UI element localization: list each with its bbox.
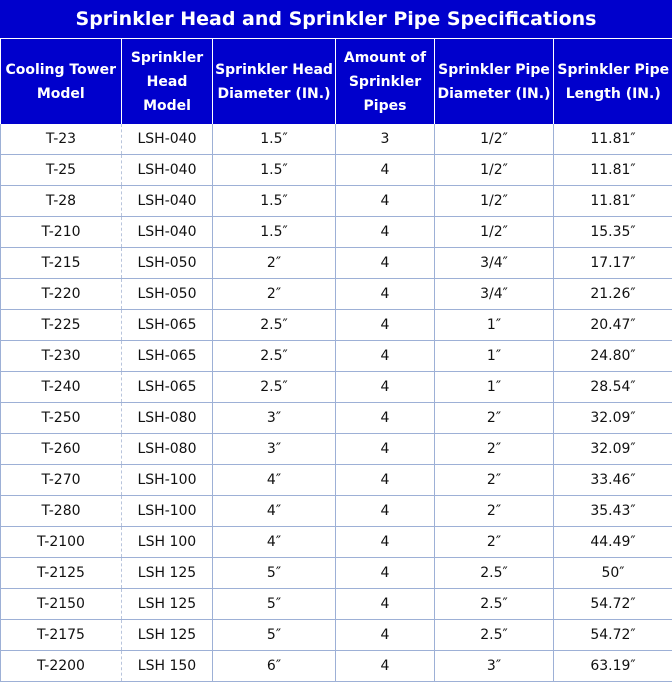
cell-sprinkler-head-model: LSH-065: [122, 372, 213, 403]
cell-pipe-diameter: 2″: [435, 403, 554, 434]
cell-amount-of-pipes: 4: [336, 217, 435, 248]
cell-cooling-tower-model: T-220: [1, 279, 122, 310]
cell-sprinkler-head-diameter: 1.5″: [213, 186, 336, 217]
cell-sprinkler-head-model: LSH 125: [122, 558, 213, 589]
cell-amount-of-pipes: 4: [336, 372, 435, 403]
table-row: [1, 155, 672, 186]
header-pipe-diameter: Sprinkler Pipe Diameter (IN.): [435, 39, 554, 124]
cell-pipe-diameter: 1/2″: [435, 155, 554, 186]
cell-pipe-diameter: 2″: [435, 465, 554, 496]
cell-amount-of-pipes: 4: [336, 310, 435, 341]
cell-cooling-tower-model: T-23: [1, 124, 122, 155]
cell-pipe-length: 32.09″: [554, 434, 672, 465]
cell-sprinkler-head-diameter: 4″: [213, 465, 336, 496]
cell-sprinkler-head-model: LSH-100: [122, 496, 213, 527]
cell-sprinkler-head-model: LSH-080: [122, 434, 213, 465]
cell-cooling-tower-model: T-225: [1, 310, 122, 341]
table-row: [1, 527, 672, 558]
table-row: [1, 248, 672, 279]
cell-pipe-length: 11.81″: [554, 186, 672, 217]
cell-sprinkler-head-model: LSH-040: [122, 217, 213, 248]
header-sprinkler-head-model: Sprinkler Head Model: [122, 39, 213, 124]
cell-sprinkler-head-model: LSH 125: [122, 589, 213, 620]
cell-pipe-length: 17.17″: [554, 248, 672, 279]
cell-pipe-diameter: 2.5″: [435, 589, 554, 620]
cell-pipe-diameter: 1″: [435, 372, 554, 403]
cell-amount-of-pipes: 4: [336, 651, 435, 682]
cell-cooling-tower-model: T-25: [1, 155, 122, 186]
cell-pipe-diameter: 1/2″: [435, 217, 554, 248]
cell-amount-of-pipes: 4: [336, 558, 435, 589]
cell-pipe-diameter: 2″: [435, 527, 554, 558]
cell-sprinkler-head-model: LSH 150: [122, 651, 213, 682]
cell-cooling-tower-model: T-2100: [1, 527, 122, 558]
cell-sprinkler-head-model: LSH-040: [122, 124, 213, 155]
cell-pipe-diameter: 2″: [435, 434, 554, 465]
cell-amount-of-pipes: 4: [336, 465, 435, 496]
cell-sprinkler-head-diameter: 2.5″: [213, 372, 336, 403]
cell-sprinkler-head-model: LSH 100: [122, 527, 213, 558]
table-row: [1, 496, 672, 527]
cell-pipe-length: 32.09″: [554, 403, 672, 434]
table-row: [1, 279, 672, 310]
cell-pipe-diameter: 2.5″: [435, 620, 554, 651]
cell-pipe-length: 20.47″: [554, 310, 672, 341]
cell-amount-of-pipes: 4: [336, 403, 435, 434]
cell-pipe-length: 24.80″: [554, 341, 672, 372]
cell-cooling-tower-model: T-230: [1, 341, 122, 372]
cell-sprinkler-head-diameter: 6″: [213, 651, 336, 682]
table-header: [1, 39, 672, 124]
spec-table: [0, 39, 672, 682]
cell-amount-of-pipes: 4: [336, 589, 435, 620]
cell-pipe-length: 63.19″: [554, 651, 672, 682]
cell-cooling-tower-model: T-215: [1, 248, 122, 279]
cell-pipe-diameter: 1″: [435, 310, 554, 341]
cell-sprinkler-head-model: LSH-065: [122, 341, 213, 372]
cell-cooling-tower-model: T-280: [1, 496, 122, 527]
cell-pipe-diameter: 2″: [435, 496, 554, 527]
cell-sprinkler-head-model: LSH-080: [122, 403, 213, 434]
table-row: [1, 186, 672, 217]
cell-sprinkler-head-diameter: 4″: [213, 527, 336, 558]
cell-pipe-diameter: 1″: [435, 341, 554, 372]
cell-amount-of-pipes: 3: [336, 124, 435, 155]
cell-sprinkler-head-diameter: 2.5″: [213, 341, 336, 372]
table-body: [1, 124, 672, 682]
cell-pipe-length: 15.35″: [554, 217, 672, 248]
cell-sprinkler-head-diameter: 1.5″: [213, 217, 336, 248]
cell-sprinkler-head-model: LSH-065: [122, 310, 213, 341]
table-row: [1, 558, 672, 589]
cell-pipe-length: 54.72″: [554, 620, 672, 651]
cell-cooling-tower-model: T-2150: [1, 589, 122, 620]
cell-pipe-length: 35.43″: [554, 496, 672, 527]
cell-pipe-diameter: 3″: [435, 651, 554, 682]
cell-pipe-diameter: 1/2″: [435, 124, 554, 155]
cell-cooling-tower-model: T-260: [1, 434, 122, 465]
cell-amount-of-pipes: 4: [336, 620, 435, 651]
cell-amount-of-pipes: 4: [336, 496, 435, 527]
header-cooling-tower-model: Cooling Tower Model: [1, 39, 122, 124]
cell-pipe-length: 21.26″: [554, 279, 672, 310]
table-row: [1, 372, 672, 403]
table-row: [1, 465, 672, 496]
table-row: [1, 589, 672, 620]
cell-cooling-tower-model: T-2125: [1, 558, 122, 589]
cell-sprinkler-head-diameter: 2″: [213, 248, 336, 279]
cell-sprinkler-head-diameter: 2.5″: [213, 310, 336, 341]
cell-pipe-diameter: 3/4″: [435, 248, 554, 279]
cell-pipe-diameter: 1/2″: [435, 186, 554, 217]
cell-amount-of-pipes: 4: [336, 186, 435, 217]
cell-sprinkler-head-diameter: 3″: [213, 403, 336, 434]
cell-cooling-tower-model: T-270: [1, 465, 122, 496]
cell-pipe-length: 11.81″: [554, 155, 672, 186]
table-row: [1, 651, 672, 682]
cell-sprinkler-head-diameter: 4″: [213, 496, 336, 527]
header-pipe-length: Sprinkler Pipe Length (IN.): [554, 39, 672, 124]
cell-pipe-length: 28.54″: [554, 372, 672, 403]
table-row: [1, 124, 672, 155]
table-row: [1, 403, 672, 434]
cell-pipe-length: 44.49″: [554, 527, 672, 558]
cell-sprinkler-head-diameter: 1.5″: [213, 155, 336, 186]
cell-cooling-tower-model: T-28: [1, 186, 122, 217]
cell-sprinkler-head-diameter: 1.5″: [213, 124, 336, 155]
cell-cooling-tower-model: T-240: [1, 372, 122, 403]
cell-amount-of-pipes: 4: [336, 527, 435, 558]
cell-pipe-length: 50″: [554, 558, 672, 589]
cell-sprinkler-head-diameter: 3″: [213, 434, 336, 465]
cell-pipe-length: 11.81″: [554, 124, 672, 155]
cell-pipe-diameter: 2.5″: [435, 558, 554, 589]
cell-pipe-diameter: 3/4″: [435, 279, 554, 310]
header-amount-of-pipes: Amount of Sprinkler Pipes: [336, 39, 435, 124]
cell-amount-of-pipes: 4: [336, 341, 435, 372]
table-title: Sprinkler Head and Sprinkler Pipe Specifications: [0, 0, 672, 39]
table-row: [1, 217, 672, 248]
table-row: [1, 434, 672, 465]
cell-pipe-length: 54.72″: [554, 589, 672, 620]
table-row: [1, 620, 672, 651]
cell-sprinkler-head-diameter: 2″: [213, 279, 336, 310]
cell-amount-of-pipes: 4: [336, 434, 435, 465]
cell-pipe-length: 33.46″: [554, 465, 672, 496]
cell-cooling-tower-model: T-250: [1, 403, 122, 434]
cell-sprinkler-head-model: LSH-040: [122, 155, 213, 186]
cell-cooling-tower-model: T-2175: [1, 620, 122, 651]
cell-amount-of-pipes: 4: [336, 155, 435, 186]
cell-cooling-tower-model: T-210: [1, 217, 122, 248]
cell-sprinkler-head-diameter: 5″: [213, 558, 336, 589]
cell-sprinkler-head-model: LSH 125: [122, 620, 213, 651]
cell-amount-of-pipes: 4: [336, 279, 435, 310]
table-row: [1, 310, 672, 341]
cell-sprinkler-head-diameter: 5″: [213, 589, 336, 620]
header-sprinkler-head-diameter: Sprinkler Head Diameter (IN.): [213, 39, 336, 124]
cell-sprinkler-head-model: LSH-050: [122, 279, 213, 310]
table-row: [1, 341, 672, 372]
cell-sprinkler-head-model: LSH-040: [122, 186, 213, 217]
cell-sprinkler-head-model: LSH-100: [122, 465, 213, 496]
cell-sprinkler-head-diameter: 5″: [213, 620, 336, 651]
cell-amount-of-pipes: 4: [336, 248, 435, 279]
header-row: [1, 39, 672, 124]
cell-sprinkler-head-model: LSH-050: [122, 248, 213, 279]
cell-cooling-tower-model: T-2200: [1, 651, 122, 682]
